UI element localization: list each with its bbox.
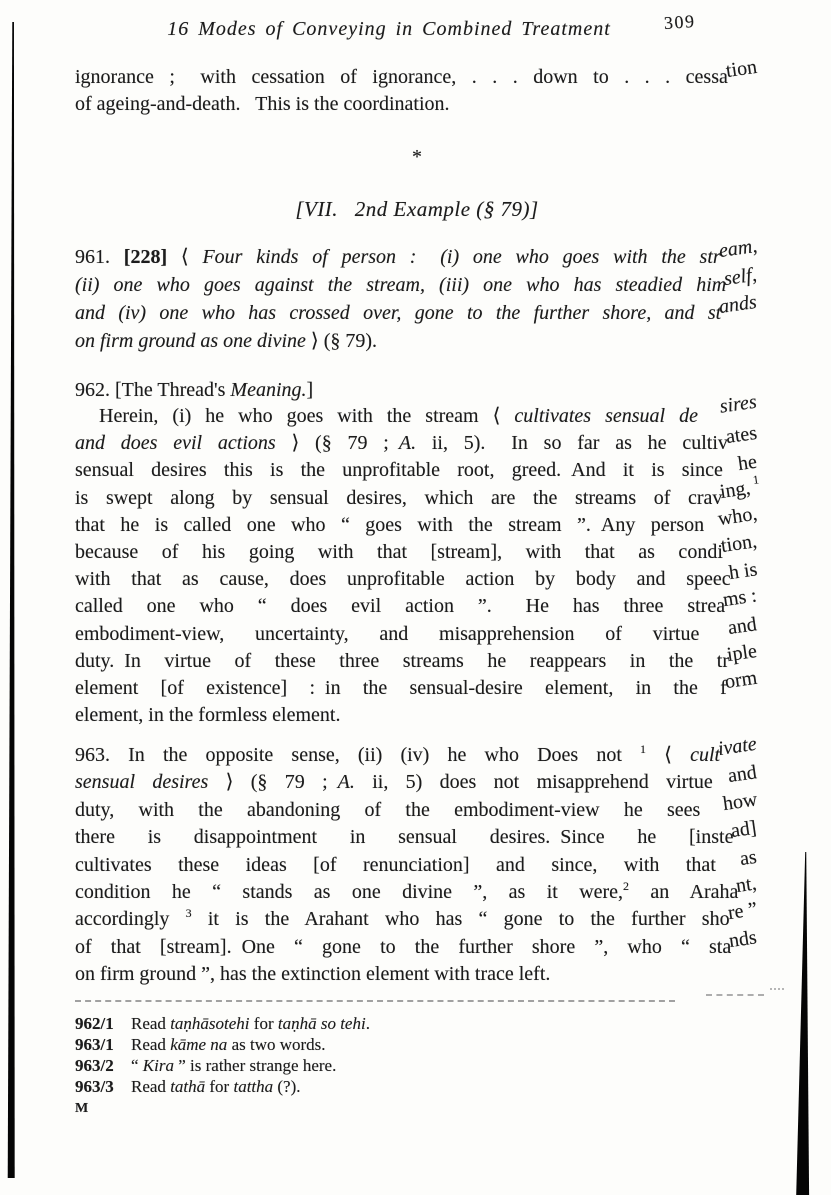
footnote-line — [75, 1013, 759, 1034]
text-segment: Read — [131, 1077, 171, 1096]
text-segment: embodiment-view, uncertainty, and misapprehension of virtue — [75, 622, 731, 645]
footnote-line — [75, 1055, 759, 1076]
text-line — [75, 451, 760, 487]
text-segment: with that as cause, does unprofitable action by body and speec — [75, 568, 731, 591]
text-segment: 1 — [640, 742, 647, 756]
text-segment: tion — [724, 55, 759, 83]
text-segment: ing, — [718, 476, 753, 503]
text-line — [75, 91, 759, 118]
text-segment: element, in the formless element. — [75, 704, 341, 727]
text-segment: for — [249, 1014, 278, 1033]
footnote-rule-speck — [770, 988, 784, 990]
text-segment: there is disappointment in sensual desires. Since he [inste — [75, 826, 734, 849]
text-segment: duty, with the abandoning of the embodiment-view he sees — [75, 798, 725, 821]
text-line — [75, 666, 759, 702]
text-segment: (?). — [273, 1077, 301, 1096]
text-segment: sensual desires this is the unprofitable root, greed. And it is since — [75, 459, 741, 482]
text-segment: ms : — [721, 584, 759, 612]
text-line — [75, 898, 759, 933]
text-line — [75, 290, 759, 327]
text-segment: ands — [717, 290, 759, 319]
text-segment: ad] — [729, 816, 759, 843]
text-segment: for — [205, 1077, 234, 1096]
text-segment: . — [365, 1014, 370, 1033]
text-segment: h is — [727, 558, 759, 585]
text-segment: 963. In the opposite sense, (ii) (iv) he who Does not — [75, 744, 641, 766]
text-segment: ignorance ; with cessation of ignorance, . . . down to . . . cessa — [75, 66, 728, 88]
text-line — [75, 263, 759, 299]
text-segment: it is the Arahant who has “ gone to the further sho — [191, 908, 730, 931]
text-segment: who, — [716, 502, 759, 530]
paragraph-961 — [75, 234, 759, 355]
text-segment: 961. — [75, 246, 124, 268]
text-segment: tattha — [233, 1077, 274, 1096]
paragraph-962-heading — [75, 377, 759, 404]
text-segment: that he is called one who “ goes with the stream ”. Any person — [75, 513, 720, 536]
text-segment: A. — [398, 432, 417, 455]
text-segment: tathā — [170, 1077, 206, 1096]
text-segment: and — [726, 612, 759, 639]
text-segment: element [of existence] : in the sensual-desire element, in the f — [75, 677, 727, 700]
footnote-label: 962/1 — [75, 1014, 114, 1033]
text-segment: 3 — [185, 906, 192, 921]
footnote-rule-fragment — [706, 994, 764, 996]
footnote-line — [75, 1034, 759, 1055]
text-segment: ii, 5). In so far as he cultiv — [416, 432, 728, 455]
text-segment: Kira — [142, 1056, 174, 1075]
text-segment: taṇhāsotehi — [170, 1014, 250, 1033]
text-segment: ii, 5) does not misapprehend virtue — [354, 771, 731, 794]
text-segment: cultivates sensual de — [514, 405, 698, 427]
text-segment: kāme na — [170, 1035, 228, 1054]
paragraph-963 — [75, 732, 759, 989]
text-line — [75, 502, 759, 539]
text-segment: Read — [131, 1014, 171, 1033]
text-segment: iple — [725, 639, 759, 666]
text-line — [75, 55, 759, 91]
text-line — [75, 816, 759, 851]
text-segment: (ii) one who goes against the stream, (iii) one who has steadied him — [75, 274, 727, 296]
text-line — [75, 584, 759, 620]
text-line — [75, 234, 759, 271]
text-line — [75, 327, 759, 355]
text-segment: tion, — [719, 530, 759, 558]
text-segment: and does evil actions — [75, 432, 276, 455]
text-segment: how — [721, 788, 759, 815]
text-line — [75, 761, 759, 796]
text-segment: orm — [723, 666, 759, 694]
text-segment: he — [736, 451, 759, 476]
text-segment: sensual desires — [75, 771, 209, 794]
text-segment: Herein, (i) he who goes with the stream ⟨ — [99, 405, 515, 427]
signature-mark: M — [75, 1101, 90, 1116]
text-segment: 1 — [752, 471, 760, 487]
text-line — [75, 926, 759, 961]
text-segment: called one who “ does evil action ”. He has three strea — [75, 595, 726, 618]
footnote-rule — [75, 1000, 675, 1002]
text-segment: cult — [690, 744, 721, 766]
footnote-label: 963/2 — [75, 1056, 114, 1075]
text-segment: Meaning. — [230, 379, 307, 401]
text-segment: ] — [306, 379, 314, 401]
scan-gutter-shadow-right — [795, 852, 810, 1195]
text-segment: Four kinds of person : (i) one who goes with the str — [202, 246, 721, 268]
text-segment: ⟩ (§ 79 ; — [275, 432, 399, 455]
text-line — [75, 845, 759, 879]
text-segment: of that [stream]. One “ gone to the further shore ”, who “ sta — [75, 935, 732, 958]
text-segment: of ageing-and-death. This is the coordination. — [75, 93, 450, 116]
text-segment: ⟨ — [167, 246, 203, 268]
text-line — [75, 788, 759, 824]
scan-gutter-shadow-left — [7, 22, 19, 1178]
text-segment: on firm ground as one divine — [75, 330, 306, 352]
text-segment: condition he “ stands as one divine ”, as it were, — [75, 881, 624, 904]
text-segment: because of his going with that [stream], with that as condi — [75, 541, 723, 564]
text-segment: as two words. — [227, 1035, 326, 1054]
text-segment: eam, — [717, 234, 759, 263]
footnote-label: 963/1 — [75, 1035, 114, 1054]
text-segment: and (iv) one who has crossed over, gone to the further shore, and st — [75, 302, 722, 324]
text-segment: ates — [724, 422, 759, 449]
footnote-label: 963/3 — [75, 1077, 114, 1096]
text-line — [75, 422, 759, 457]
text-line — [75, 558, 759, 593]
text-line — [75, 530, 759, 566]
text-segment: A. — [337, 771, 355, 794]
text-segment: as — [738, 845, 759, 870]
text-segment: ⟨ — [646, 744, 691, 766]
opening-paragraph — [75, 55, 759, 118]
text-segment: [228] — [123, 246, 168, 268]
page-number: 309 — [663, 10, 697, 34]
text-line — [75, 471, 760, 512]
text-segment: sires — [718, 390, 758, 418]
text-segment: an Araha — [629, 881, 739, 904]
text-segment: ivate — [716, 732, 759, 761]
section-divider-star: * — [412, 146, 422, 168]
text-segment: on firm ground ”, has the extinction element with trace left. — [75, 963, 551, 986]
footnotes — [75, 1013, 759, 1097]
text-segment: accordingly — [75, 908, 186, 931]
text-segment: 2 — [623, 879, 630, 894]
text-segment: is swept along by sensual desires, which are the streams of crav — [75, 486, 723, 509]
text-line — [75, 639, 759, 675]
text-segment: taṇhā so tehi — [277, 1014, 366, 1033]
text-line — [75, 732, 759, 769]
text-segment: “ — [131, 1056, 143, 1075]
text-line — [75, 377, 759, 404]
text-line — [75, 961, 759, 988]
footnote-line — [75, 1076, 759, 1097]
text-line — [75, 612, 759, 648]
text-segment: duty. In virtue of these three streams he reappears in the tr — [75, 649, 729, 672]
text-segment: cultivates these ideas [of renunciation] and since, with that — [75, 853, 743, 876]
text-line — [75, 872, 759, 906]
text-segment: nds — [727, 926, 759, 952]
text-segment: Read — [131, 1035, 171, 1054]
text-segment: ⟩ (§ 79 ; — [208, 771, 338, 794]
text-segment: self, — [722, 263, 759, 291]
text-line — [75, 702, 759, 729]
text-segment: 962. [The Thread's — [75, 379, 231, 401]
text-segment: ” is rather strange here. — [173, 1056, 337, 1075]
text-segment: ⟩ (§ 79). — [305, 330, 378, 352]
section-heading: [VII. 2nd Example (§ 79)] — [295, 197, 539, 221]
text-segment: and — [726, 761, 759, 788]
running-head-title: 16 Modes of Conveying in Combined Treatment — [167, 18, 611, 40]
text-segment: re ” — [726, 898, 759, 925]
text-segment: nt, — [734, 872, 759, 898]
